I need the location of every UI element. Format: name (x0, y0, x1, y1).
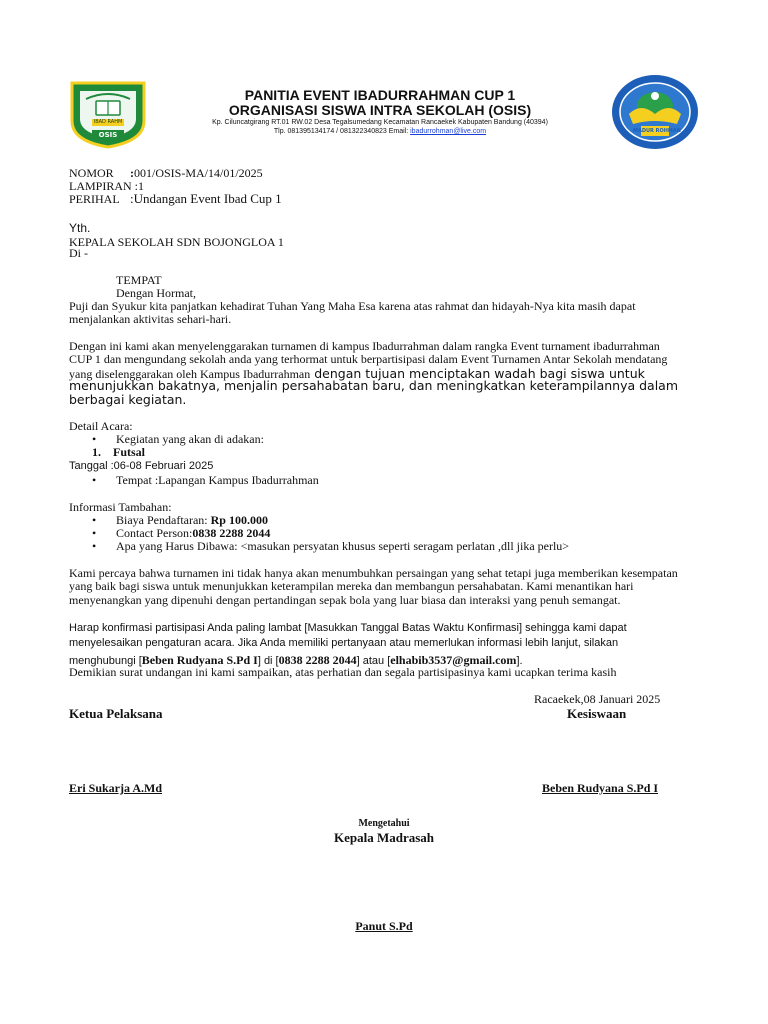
paragraph-2-line-1: Dengan ini kami akan menyelenggarakan turnamen di kampus Ibadurrahman dalam rangka Event turnament ibadurrahman (69, 339, 660, 353)
closing-line: Demikian surat undangan ini kami sampaikan, atas perhatian dan segala partisipasinya kami ucapkan terima kasih (69, 665, 617, 679)
mengetahui-label: Mengetahui (358, 818, 410, 829)
nomor-value: 001/OSIS-MA/14/01/2025 (134, 166, 263, 180)
left-signer-title: Ketua Pelaksana (69, 706, 163, 721)
paragraph-4-line-2: menyelesaikan pengaturan acara. Jika Anda memiliki pertanyaan atau memerlukan informasi lebih lanjut, silakan (69, 637, 619, 649)
p4-text-c: ] di [ (257, 655, 279, 667)
paragraph-3-line-2: yang baik bagi siswa untuk menunjukkan keterampilan mereka dan membangun persahabatan. Kami menantikan hari (69, 579, 634, 593)
nomor-colon: : (130, 166, 134, 180)
right-signer-name: Beben Rudyana S.Pd I (542, 781, 659, 795)
paragraph-3-line-1: Kami percaya bahwa turnamen ini tidak hanya akan menumbuhkan persaingan yang sehat tetapi juga memberikan kesempatan (69, 566, 678, 580)
place-date: Racaekek,08 Januari 2025 (534, 692, 661, 706)
letterhead-email-link[interactable]: ibadurrohman@live.com (410, 128, 487, 135)
paragraph-2-line-5: berbagai kegiatan. (69, 392, 187, 407)
logo-left-bottom-text: OSIS (98, 131, 118, 139)
paragraph-3-line-3: menyenangkan yang dipenuhi dengan pertandingan sepak bola yang luar biasa dan interaksi yang penuh semangat. (69, 593, 621, 607)
perihal-value: :Undangan Event Ibad Cup 1 (130, 191, 282, 206)
paragraph-2-line-3-b: dengan tujuan menciptakan wadah bagi siswa untuk (310, 366, 645, 381)
letterhead-phone: Tlp. 081395134174 / 081322340823 Email: (273, 128, 411, 135)
recipient-di: Di - (69, 246, 88, 260)
perihal-label: PERIHAL (69, 192, 120, 206)
p4-contact-name: Beben Rudyana S.Pd I (141, 653, 258, 667)
center-signer-title: Kepala Madrasah (333, 830, 435, 845)
p4-text-g: ]. (516, 655, 523, 667)
tempat-list (69, 474, 319, 487)
biaya-label: Biaya Pendaftaran: (116, 513, 211, 527)
list-item-bawa: • Apa yang Harus Dibawa: <masukan persyatan khusus seperti seragam perlatan ,dll jika perlu> (69, 540, 569, 553)
numbered-item-index: 1. (92, 445, 101, 459)
recipient-tempat: TEMPAT (116, 273, 162, 287)
numbered-item (92, 446, 145, 459)
paragraph-2-line-3-a: yang diselenggarakan oleh Kampus Ibadurrahman (69, 367, 311, 381)
list-item-kegiatan: • Kegiatan yang akan di adakan: (69, 433, 264, 446)
left-signer-name: Eri Sukarja A.Md (69, 781, 163, 795)
logo-left-banner: IBAD RAHM (93, 119, 123, 125)
p4-text-e: ] atau [ (356, 655, 391, 667)
biaya-value: Rp 100.000 (210, 513, 268, 527)
lampiran-line: LAMPIRAN :1 (69, 179, 145, 193)
center-signer-name: Panut S.Pd (355, 919, 413, 933)
logo-right-text: MADUR ROHMAN (633, 128, 681, 134)
detail-heading: Detail Acara: (69, 419, 133, 433)
p4-text-a: menghubungi [ (69, 655, 142, 667)
letterhead-title-2: ORGANISASI SISWA INTRA SEKOLAH (OSIS) (228, 102, 532, 118)
recipient-name: KEPALA SEKOLAH SDN BOJONGLOA 1 (69, 235, 284, 249)
right-signer-title: Kesiswaan (567, 706, 627, 721)
letterhead-address: Kp. Ciluncatgirang RT.01 RW.02 Desa Tegalsumedang Kecamatan Rancaekek Kabupaten Bandung (40394) (212, 119, 548, 126)
tanggal-line: Tanggal :06-08 Februari 2025 (69, 460, 214, 472)
numbered-item-label: Futsal (113, 445, 146, 459)
p4-contact-email: elhabib3537@gmail.com (390, 653, 517, 667)
nomor-label: NOMOR (69, 166, 114, 180)
contact-value: 0838 2288 2044 (192, 526, 271, 540)
paragraph-2-line-4: menunjukkan bakatnya, menjalin persahabatan baru, dan meningkatkan keterampilannya dalam (69, 378, 679, 393)
letterhead-contact (0, 127, 760, 136)
logo-left-arc-text: MADRASAH TSANAWIYAH (86, 75, 172, 82)
paragraph-2-line-2: CUP 1 dan mengundang sekolah anda yang terhormat untuk berpartisipasi dalam Event Turnamen Antar Sekolah mendatang (69, 352, 668, 366)
contact-label: Contact Person: (116, 526, 193, 540)
yth-line: Yth. (69, 221, 91, 235)
letterhead-title-1: PANITIA EVENT IBADURRAHMAN CUP 1 (244, 87, 516, 103)
paragraph-1-line-1: Puji dan Syukur kita panjatkan kehadirat Tuhan Yang Maha Esa karena atas rahmat dan hidayah-Nya kita masih dapat (69, 299, 636, 313)
paragraph-4-line-1: Harap konfirmasi partisipasi Anda paling lambat [Masukkan Tanggal Batas Waktu Konfirmasi] sehingga kami dapat (69, 622, 627, 634)
paragraph-1-line-2: menjalankan aktivitas sehari-hari. (69, 312, 232, 326)
salutation: Dengan Hormat, (116, 286, 196, 300)
info-heading: Informasi Tambahan: (69, 500, 172, 514)
list-item-tempat: • Tempat :Lapangan Kampus Ibadurrahman (69, 474, 319, 487)
p4-contact-phone: 0838 2288 2044 (278, 653, 357, 667)
info-list (69, 514, 569, 553)
